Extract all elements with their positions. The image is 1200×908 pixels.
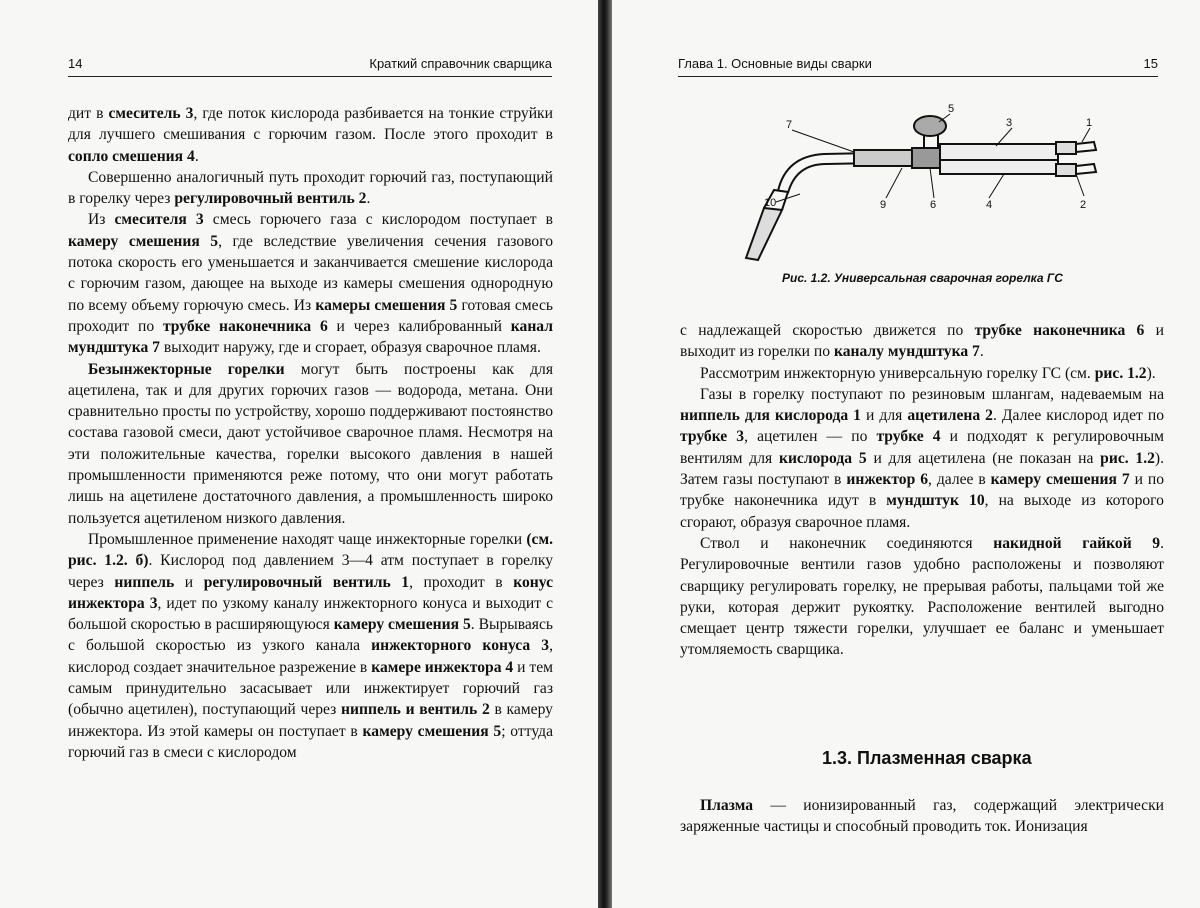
bold-term: конус инжектора 3 — [68, 573, 553, 612]
text-run: Ствол и наконечник соединяются — [700, 534, 994, 552]
text-run: готовая смесь проходит по — [68, 296, 553, 335]
text-run: . Регулировочные вентили газов удобно расположены и позволяют сварщику регулировать горелку, не прерывая работы, пальцами той же руки, которая держит рукоятку. Расположение вентилей выгодно смещает центр тяжести горелки, улучшает ее баланс и уменьшает утомляемость сварщика. — [680, 534, 1164, 659]
text-run: с надлежащей скоростью движется по — [680, 322, 975, 339]
text-run: выходит наружу, где и сгорает, образуя сварочное пламя. — [159, 339, 541, 357]
text-run: Газы в горелку поступают по резиновым шлангам, надеваемым на — [700, 385, 1164, 403]
text-run: и подходят к регулировочным вентилям для — [680, 428, 1165, 467]
figure-label: 2 — [1080, 199, 1087, 211]
text-run: . — [979, 343, 984, 361]
bold-term: трубке 3 — [680, 428, 745, 446]
bold-term: канал мундштука 7 — [68, 317, 553, 357]
bold-term: смесителя 3 — [114, 211, 204, 229]
book-gutter — [598, 0, 612, 908]
bold-term: сопло смешения 4 — [68, 147, 195, 165]
valve-knob-shape — [914, 116, 946, 136]
paragraph — [68, 359, 553, 529]
figure-label: 9 — [880, 199, 887, 211]
text-run: . Далее кислород идет по — [992, 407, 1165, 425]
running-head-title: Краткий справочник сварщика — [369, 56, 552, 71]
running-head-title: Глава 1. Основные виды сварки — [678, 56, 872, 71]
bold-term: накидной гайкой 9 — [993, 534, 1161, 552]
bold-term: смеситель 3 — [108, 105, 194, 122]
paragraph — [68, 167, 553, 210]
text-run: в камеру инжектора. Из этой камеры он поступает в — [68, 701, 553, 740]
text-run: Совершенно аналогичный путь проходит горючий газ, поступающий в горелку через — [68, 168, 553, 208]
bold-term: рис. 1.2 — [1100, 449, 1155, 467]
text-run: . — [366, 190, 371, 208]
paragraph — [680, 384, 1164, 533]
paragraph — [680, 795, 1164, 838]
figure-label: 3 — [1006, 117, 1013, 129]
running-head — [678, 52, 1158, 77]
figure-label: 6 — [930, 199, 937, 211]
text-run: могут быть построены как для ацетилена, так и для других горючих газов — водорода, метана. Они сравнительно просты по устройству, хорошо поддерживают постоянство состава газовой смеси, дают устойчивое сварочное пламя. Несмотря на эти положительные качества, горелки высокого давления в нашей промышленности применяются реже потому, что они могут работать лишь на ацетилене достаточного давления, а промышленность широко пользуется ацетиленом низкого давления. — [68, 360, 553, 527]
bold-term: мундштук 10 — [886, 492, 985, 510]
figure-label: 5 — [948, 103, 955, 115]
text-run: и через калиброванный — [327, 317, 511, 335]
section-heading: 1.3. Плазменная сварка — [822, 748, 1032, 768]
body-text — [680, 320, 1164, 661]
figure-label: 7 — [786, 119, 793, 131]
paragraph — [680, 533, 1164, 661]
text-run: — ионизированный газ, содержащий электрически заряженные частицы и способный проводить ток. Ионизация — [680, 797, 1164, 836]
text-run: . Кислород под давлением 3—4 атм поступает в горелку через — [68, 552, 553, 591]
text-run: Из — [88, 211, 115, 229]
text-run: , где поток кислорода разбивается на тонкие струйки для лучшего смешивания с горючим газом. После этого проходит в — [68, 105, 553, 144]
bold-term: камеру смешения 5 — [68, 232, 219, 250]
bold-term: камеры смешения 5 — [315, 296, 458, 314]
text-run: ). — [1146, 364, 1156, 382]
body-text — [68, 103, 553, 763]
figure-caption: Рис. 1.2. Универсальная сварочная горелка ГС — [782, 271, 1063, 285]
text-run: и — [174, 573, 204, 591]
paragraph — [680, 320, 1164, 363]
bold-term: регулировочный вентиль 2 — [174, 190, 367, 208]
text-run: дит в — [68, 105, 109, 122]
running-head — [68, 52, 552, 77]
text-run: , ацетилен — по — [744, 428, 877, 446]
text-run: и для — [860, 407, 908, 425]
bold-term: камере инжектора 4 — [371, 658, 514, 676]
bold-term: кислорода 5 — [778, 449, 867, 467]
text-run: . — [194, 147, 199, 165]
bold-term: ацетилена 2 — [907, 407, 993, 425]
text-run: , далее в — [928, 471, 991, 489]
bold-term: трубке наконечника 6 — [162, 317, 328, 335]
paragraph — [68, 103, 553, 167]
text-run: и выходит из горелки по — [680, 322, 1164, 361]
text-run: , идет по узкому каналу инжекторного конуса и выходит с большой скоростью в расширяющуюся — [68, 594, 553, 634]
text-run: Промышленное применение находят чаще инжекторные горелки — [88, 530, 527, 548]
bold-term: Плазма — [700, 797, 754, 814]
text-run: и по трубке наконечника идут в — [680, 471, 1164, 510]
text-run: ; оттуда горючий газ в смеси с кислородом — [68, 722, 553, 761]
text-run: и для ацетилена (не показан на — [866, 449, 1101, 467]
bold-term: Безынжекторные горелки — [88, 360, 285, 378]
bold-term: камеру смешения 5 — [362, 722, 502, 740]
text-run: , где вследствие увеличения сечения газового потока скорость его уменьшается и заканчивается смешение кислорода с горючим газом, дающее на выходе из камеры смешения однородную по всему объему горючую смесь. Из — [68, 232, 553, 314]
text-run: . Вырываясь с большой скоростью из узкого канала — [68, 616, 554, 655]
page-number: 14 — [68, 56, 83, 71]
bold-term: (см. рис. 1.2. б) — [68, 530, 553, 570]
paragraph — [68, 529, 553, 763]
barrel-shape — [854, 150, 914, 166]
bold-term: ниппель и вентиль 2 — [341, 701, 490, 719]
bold-term: трубке наконечника 6 — [974, 322, 1145, 339]
section-body-text — [680, 795, 1164, 838]
text-run: , кислород создает значительное разрежение в — [68, 637, 553, 676]
figure-label: 10 — [764, 197, 777, 209]
text-run: , на выходе из которого сгорают, образуя сварочное пламя. — [680, 492, 1164, 531]
text-run: смесь горючего газа с кислородом поступает в — [203, 211, 553, 229]
figure-label: 1 — [1086, 117, 1093, 129]
bold-term: трубке 4 — [876, 428, 941, 446]
bold-term: инжекторного конуса 3 — [371, 637, 550, 655]
figure-label: 4 — [986, 199, 993, 211]
text-run: ). Затем газы поступают в — [680, 449, 1164, 489]
text-run: Рассмотрим инжекторную универсальную горелку ГС (см. — [700, 364, 1095, 382]
page-number: 15 — [1143, 56, 1158, 71]
bold-term: камеру смешения 5 — [333, 616, 471, 634]
bold-term: рис. 1.2 — [1094, 364, 1147, 382]
text-run: , проходит в — [409, 573, 514, 591]
nozzle-shape — [746, 208, 782, 260]
left-page — [0, 0, 598, 908]
paragraph — [680, 363, 1164, 384]
torch-figure — [734, 98, 1114, 268]
bold-term: ниппель для кислорода 1 — [680, 407, 861, 425]
right-page — [612, 0, 1200, 908]
bold-term: каналу мундштука 7 — [833, 343, 980, 361]
paragraph — [68, 209, 553, 358]
text-run: и тем самым принудительно засасывает или инжектирует горючий газ (обычно ацетилен), поступающий через — [68, 658, 553, 719]
bold-term: ниппель — [114, 573, 175, 591]
bold-term: инжектор 6 — [846, 471, 928, 489]
bold-term: камеру смешения 7 — [990, 471, 1130, 489]
bold-term: регулировочный вентиль 1 — [203, 573, 410, 591]
